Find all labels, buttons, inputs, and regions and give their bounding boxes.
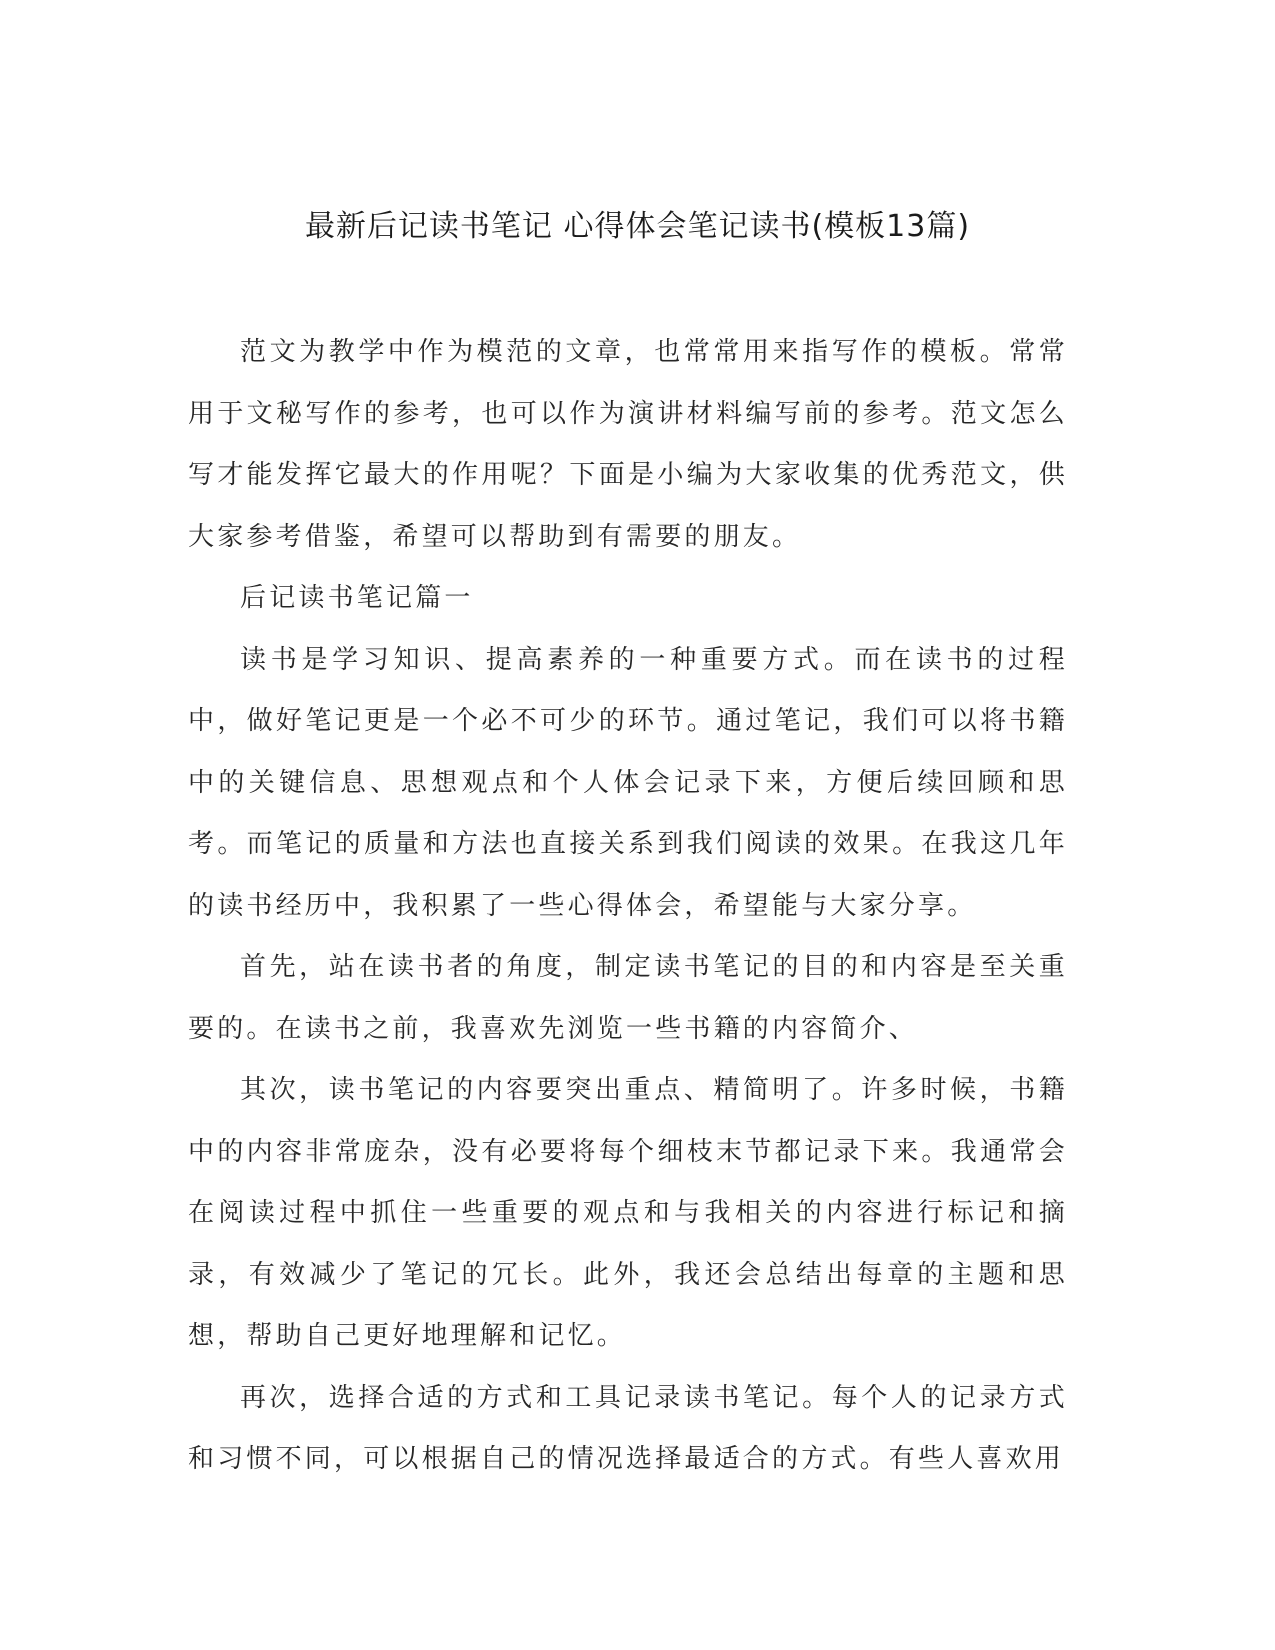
document-body <box>188 322 1068 1491</box>
paragraph-intro: 范文为教学中作为模范的文章，也常常用来指写作的模板。常常用于文秘写作的参考，也可以作为演讲材料编写前的参考。范文怎么写才能发挥它最大的作用呢？下面是小编为大家收集的优秀范文，供大家参考借鉴，希望可以帮助到有需要的朋友。 <box>188 337 1068 552</box>
paragraph: 读书是学习知识、提高素养的一种重要方式。而在读书的过程中，做好笔记更是一个必不可少的环节。通过笔记，我们可以将书籍中的关键信息、思想观点和个人体会记录下来，方便后续回顾和思考。而笔记的质量和方法也直接关系到我们阅读的效果。在我这几年的读书经历中，我积累了一些心得体会，希望能与大家分享。 <box>188 644 1068 921</box>
section-heading: 后记读书笔记篇一 <box>240 583 474 613</box>
paragraph: 再次，选择合适的方式和工具记录读书笔记。每个人的记录方式和习惯不同，可以根据自己的情况选择最适合的方式。有些人喜欢用 <box>188 1382 1068 1474</box>
document-title: 最新后记读书笔记 心得体会笔记读书(模板13篇) <box>304 209 971 244</box>
paragraph: 首先，站在读书者的角度，制定读书笔记的目的和内容是至关重要的。在读书之前，我喜欢先浏览一些书籍的内容简介、 <box>188 952 1068 1044</box>
paragraph: 其次，读书笔记的内容要突出重点、精简明了。许多时候，书籍中的内容非常庞杂，没有必要将每个细枝末节都记录下来。我通常会在阅读过程中抓住一些重要的观点和与我相关的内容进行标记和摘录，有效减少了笔记的冗长。此外，我还会总结出每章的主题和思想，帮助自己更好地理解和记忆。 <box>188 1075 1068 1351</box>
